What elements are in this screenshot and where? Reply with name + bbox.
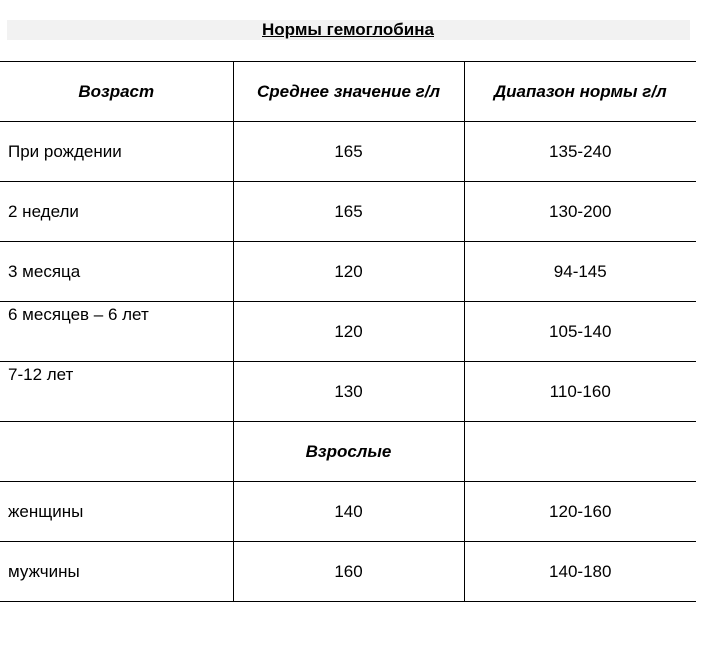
age-cell: мужчины <box>0 542 233 602</box>
range-cell: 135-240 <box>464 122 696 182</box>
empty-cell <box>0 422 233 482</box>
mean-cell: 120 <box>233 242 464 302</box>
age-cell: женщины <box>0 482 233 542</box>
age-cell: 3 месяца <box>0 242 233 302</box>
header-range: Диапазон нормы г/л <box>464 62 696 122</box>
table-row <box>0 542 696 602</box>
empty-cell <box>464 422 696 482</box>
table-header-row <box>0 62 696 122</box>
mean-cell: 160 <box>233 542 464 602</box>
page-title: Нормы гемоглобина <box>262 20 434 39</box>
range-cell: 105-140 <box>464 302 696 362</box>
range-cell: 140-180 <box>464 542 696 602</box>
range-cell: 120-160 <box>464 482 696 542</box>
mean-cell: 140 <box>233 482 464 542</box>
header-mean: Среднее значение г/л <box>233 62 464 122</box>
table-row <box>0 302 696 362</box>
section-row <box>0 422 696 482</box>
mean-cell: 120 <box>233 302 464 362</box>
range-cell: 130-200 <box>464 182 696 242</box>
range-cell: 110-160 <box>464 362 696 422</box>
table-row <box>0 122 696 182</box>
header-age: Возраст <box>0 62 233 122</box>
age-cell: При рождении <box>0 122 233 182</box>
mean-cell: 165 <box>233 122 464 182</box>
table-row <box>0 362 696 422</box>
mean-cell: 130 <box>233 362 464 422</box>
adults-section-label: Взрослые <box>233 422 464 482</box>
hemoglobin-norms-table <box>0 61 696 602</box>
age-cell: 2 недели <box>0 182 233 242</box>
table-row <box>0 242 696 302</box>
age-cell: 7-12 лет <box>0 362 233 422</box>
mean-cell: 165 <box>233 182 464 242</box>
table-row <box>0 482 696 542</box>
age-cell: 6 месяцев – 6 лет <box>0 302 233 362</box>
range-cell: 94-145 <box>464 242 696 302</box>
table-row <box>0 182 696 242</box>
